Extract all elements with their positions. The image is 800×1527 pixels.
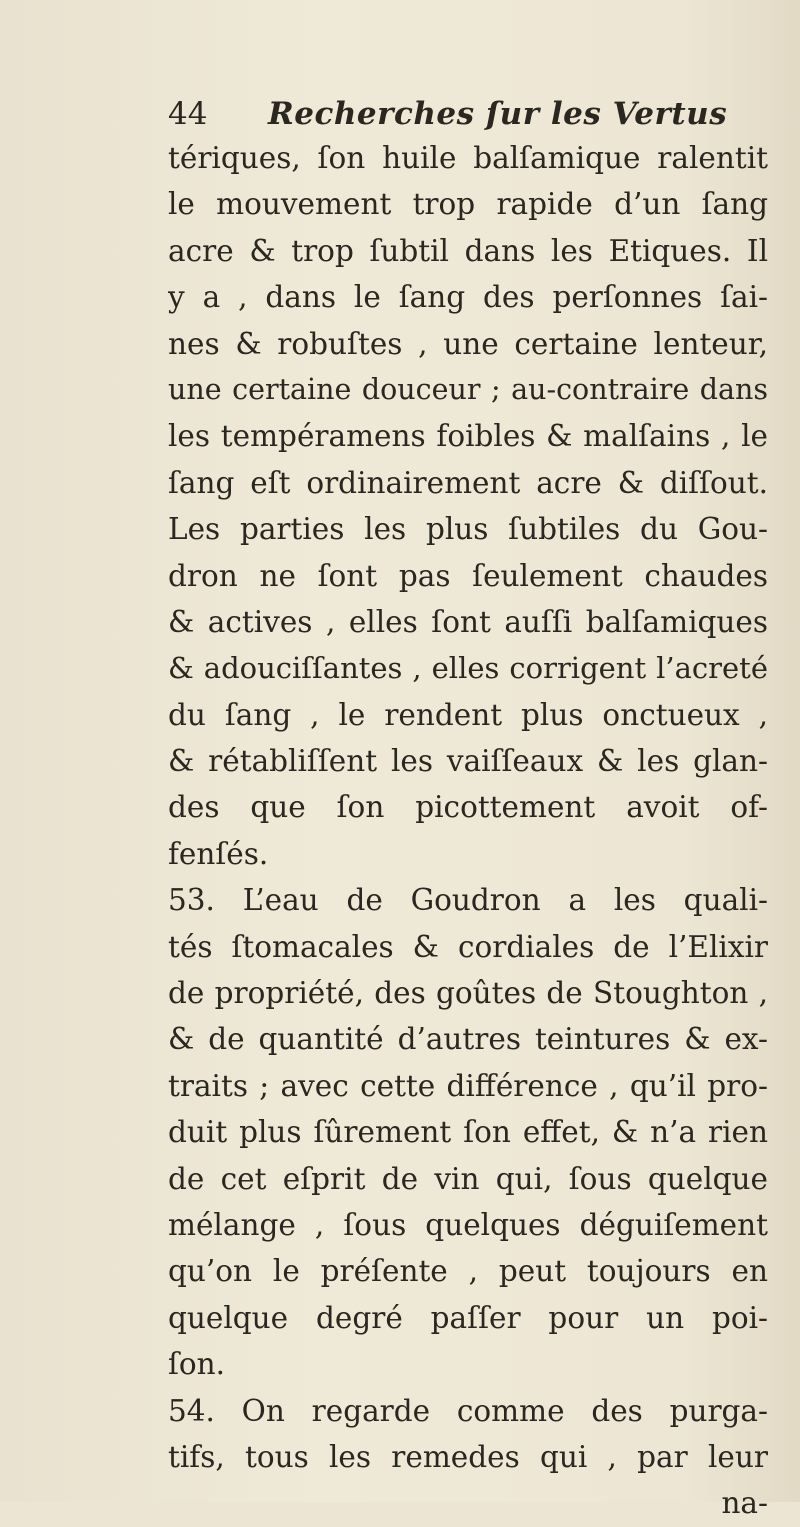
- text-line: de propriété, des goûtes de Stoughton ,: [168, 976, 768, 1011]
- text-line: qu’on le préſente , peut toujours en: [168, 1254, 768, 1289]
- catchword: na-: [721, 1486, 768, 1521]
- text-line: dron ne ſont pas ſeulement chaudes: [168, 558, 768, 593]
- text-line: ſon.: [168, 1347, 226, 1382]
- text-line: 54. On regarde comme des purga-: [168, 1393, 768, 1428]
- text-line: les tempéramens foibles & malſains , le: [168, 419, 768, 454]
- text-line: & actives , elles ſont auſſi balſamiques: [168, 604, 768, 639]
- text-line: & adouciſſantes , elles corrigent l’acreté: [168, 651, 768, 686]
- text-line: du ſang , le rendent plus onctueux ,: [168, 697, 768, 732]
- text-line: tés ſtomacales & cordiales de l’Elixir: [168, 929, 768, 964]
- text-line: & de quantité d’autres teintures & ex-: [168, 1022, 768, 1057]
- text-line: tifs, tous les remedes qui , par leur: [168, 1439, 768, 1474]
- text-line: le mouvement trop rapide d’un ſang: [168, 187, 768, 222]
- text-line: fenſés.: [168, 836, 269, 871]
- text-line: traits ; avec cette différence , qu’il pro-: [168, 1068, 768, 1103]
- text-line: 53. L’eau de Goudron a les quali-: [168, 883, 768, 918]
- text-line: de cet eſprit de vin qui, ſous quelque: [168, 1161, 768, 1196]
- text-line: & rétabliſſent les vaiſſeaux & les glan-: [168, 744, 768, 779]
- text-line: une certaine douceur ; au-contraire dans: [168, 372, 768, 406]
- text-line: Les parties les plus ſubtiles du Gou-: [168, 512, 768, 547]
- text-line: duit plus ſûrement ſon effet, & n’a rien: [168, 1115, 768, 1150]
- text-line: acre & trop ſubtil dans les Etiques. Il: [168, 233, 768, 268]
- text-line: ſang eſt ordinairement acre & diſſout.: [168, 465, 768, 500]
- page-number: 44: [168, 96, 208, 132]
- running-header: [168, 94, 728, 134]
- text-line: des que ſon picottement avoit of-: [168, 790, 768, 825]
- text-line: y a , dans le ſang des perſonnes ſai-: [168, 280, 768, 315]
- text-line: mélange , ſous quelques déguiſement: [168, 1207, 768, 1242]
- text-line: nes & robuſtes , une certaine lenteur,: [168, 326, 768, 361]
- running-title: Recherches ſur les Vertus: [268, 96, 728, 132]
- text-line: tériques, ſon huile balſamique ralentit: [168, 141, 768, 175]
- text-line: quelque degré paſſer pour un poi-: [168, 1300, 768, 1335]
- body-text: [168, 135, 768, 1527]
